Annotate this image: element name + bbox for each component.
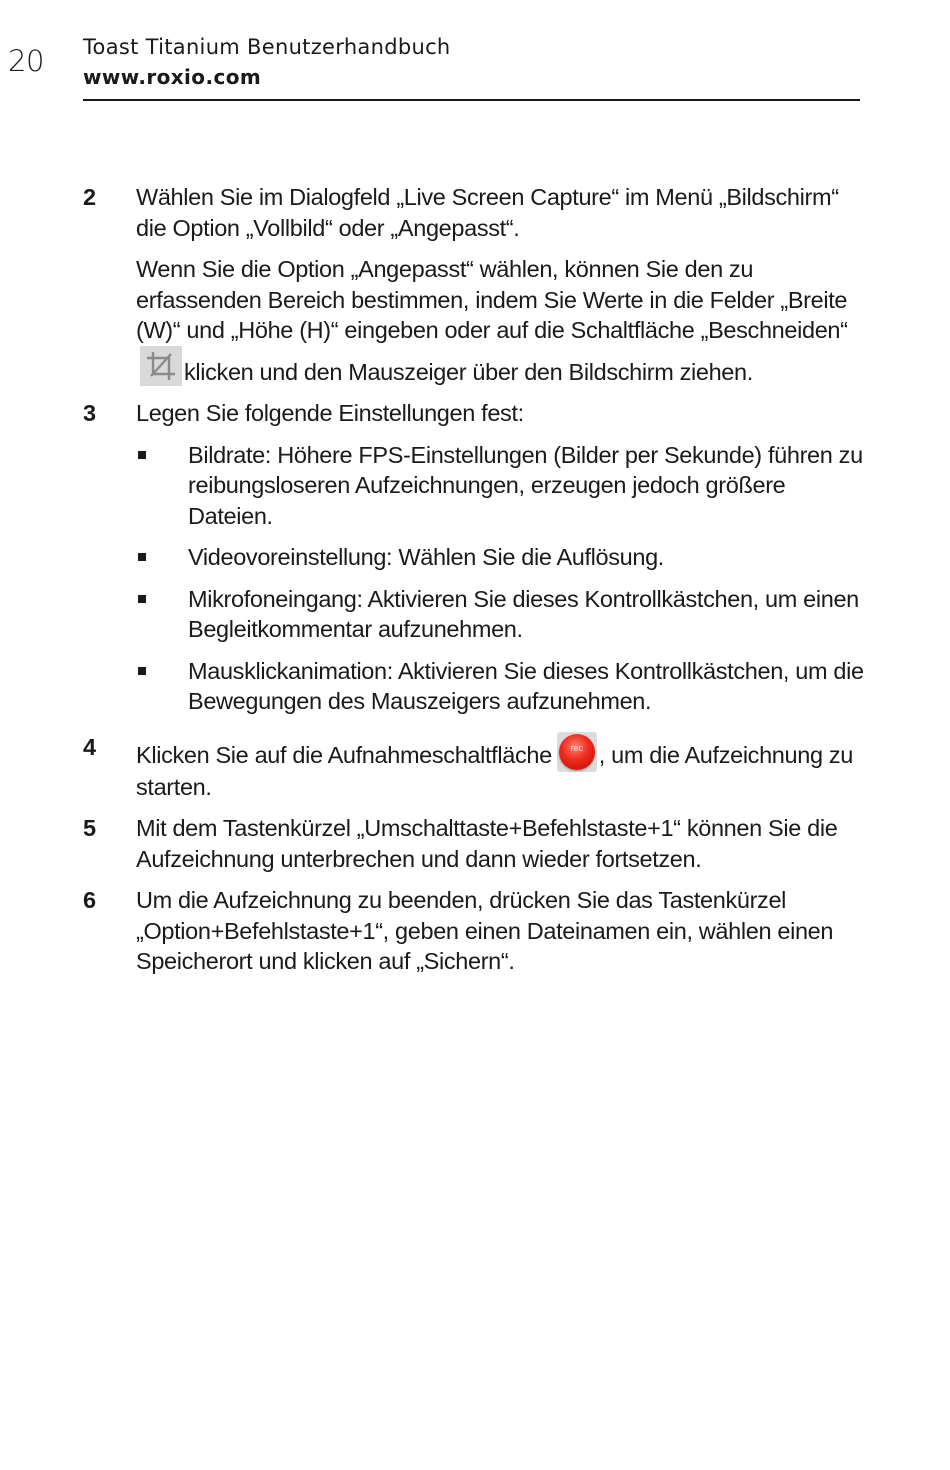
bullet-icon <box>138 553 146 561</box>
page-header <box>83 32 860 101</box>
step-number: 4 <box>83 733 96 760</box>
step-number: 6 <box>83 887 96 913</box>
step-2 <box>83 182 873 387</box>
step-4 <box>83 732 873 803</box>
step-text: Legen Sie folgende Einstellungen fest: <box>136 400 524 426</box>
settings-list <box>136 440 873 717</box>
step-note <box>136 254 873 387</box>
list-item: Mausklickanimation: Aktivieren Sie dieses Kontrollkästchen, um die Bewegungen des Mauszeigers aufzunehmen. <box>136 656 873 717</box>
record-label: rec <box>570 742 584 753</box>
book-title: Toast Titanium Benutzerhandbuch <box>83 35 451 59</box>
step-number: 5 <box>83 815 96 841</box>
list-item: Videovoreinstellung: Wählen Sie die Auflösung. <box>136 542 873 573</box>
crop-icon <box>140 346 182 386</box>
list-item: Bildrate: Höhere FPS-Einstellungen (Bilder per Sekunde) führen zu reibungsloseren Aufzeichnungen, erzeugen jedoch größere Dateien. <box>136 440 873 532</box>
list-item: Mikrofoneingang: Aktivieren Sie dieses Kontrollkästchen, um einen Begleitkommentar aufzunehmen. <box>136 584 873 645</box>
step-text: Mit dem Tastenkürzel „Umschalttaste+Befehlstaste+1“ können Sie die Aufzeichnung unterbrechen und dann wieder fortsetzen. <box>136 815 838 872</box>
step-text: Klicken Sie auf die Aufnahmeschaltfläche rec , um die Aufzeichnung zu starten. <box>136 732 873 803</box>
step-number: 3 <box>83 400 96 426</box>
step-5 <box>83 813 873 874</box>
bullet-icon <box>138 667 146 675</box>
bullet-icon <box>138 451 146 459</box>
website-url: www.roxio.com <box>83 65 262 89</box>
bullet-icon <box>138 595 146 603</box>
note-text: Wenn Sie die Option „Angepasst“ wählen, können Sie den zu erfassenden Bereich bestimmen, indem Sie Werte in die Felder „Breite (W)“ und „Höhe (H)“ eingeben oder auf die Schaltfläche „Beschneiden“ <box>136 256 848 343</box>
record-button-icon <box>557 732 597 772</box>
step-3 <box>83 398 873 717</box>
step-6 <box>83 885 873 977</box>
step-text: Wählen Sie im Dialogfeld „Live Screen Capture“ im Menü „Bildschirm“ die Option „Vollbild“ oder „Angepasst“. <box>136 184 839 241</box>
page-number: 20 <box>8 44 44 78</box>
note-text-continued: klicken und den Mauszeiger über den Bildschirm ziehen. <box>184 358 753 385</box>
step-text: Um die Aufzeichnung zu beenden, drücken Sie das Tastenkürzel „Option+Befehlstaste+1“, geben einen Dateinamen ein, wählen einen Speicherort und klicken auf „Sichern“. <box>136 887 834 974</box>
step-number: 2 <box>83 184 96 210</box>
instructions <box>83 182 873 988</box>
